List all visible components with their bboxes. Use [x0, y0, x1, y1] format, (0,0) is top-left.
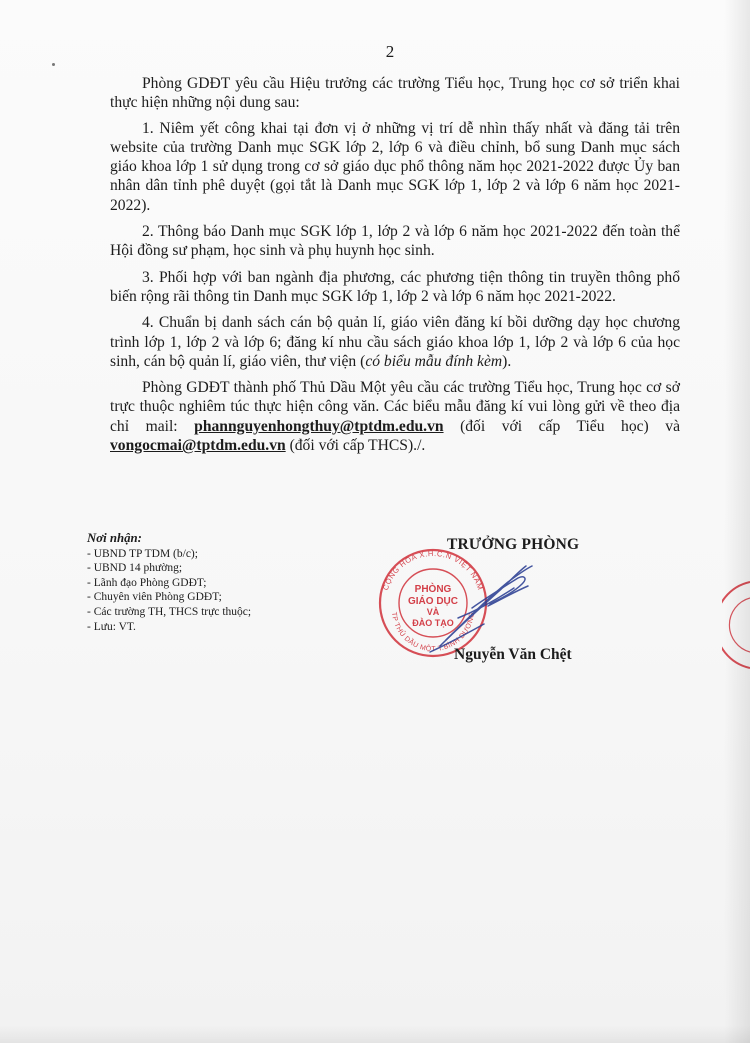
item-1: 1. Niêm yết công khai tại đơn vị ở những vị trí dễ nhìn thấy nhất và đăng tải trên website của trường Danh mục SGK lớp 2, lớp 6 và điều chỉnh, bổ sung Danh mục sách giáo khoa lớp 1 sử dụng trong cơ sở giáo dục phổ thông năm học 2021-2022 được Ủy ban nhân dân tỉnh phê duyệt (gọi tắt là Danh mục SGK lớp 1, lớp 2 và lớp 6 năm học 2021-2022).: [110, 119, 680, 214]
recipient-item: - Các trường TH, THCS trực thuộc;: [87, 605, 252, 618]
item-4-end: ).: [502, 352, 512, 370]
item-4-italic: có biểu mẫu đính kèm: [365, 352, 503, 370]
stamp-ring-text: CỘNG HÒA X.H.C.N VIỆT NAM: [380, 548, 486, 592]
stamp-center-line: GIÁO DỤC: [408, 596, 458, 607]
email-link-primary[interactable]: phannguyenhongthuy@tptdm.edu.vn: [194, 417, 444, 435]
stamp-center-line: PHÒNG: [414, 584, 452, 595]
item-2: 2. Thông báo Danh mục SGK lớp 1, lớp 2 và lớp 6 năm học 2021-2022 đến toàn thể Hội đồng sư phạm, học sinh và phụ huynh học sinh.: [110, 223, 680, 260]
recipients-block: [87, 531, 347, 634]
recipient-item: - UBND TP TDM (b/c);: [87, 547, 198, 560]
recipient-item: - Chuyên viên Phòng GDĐT;: [87, 591, 222, 604]
recipient-item: - UBND 14 phường;: [87, 562, 183, 575]
page-edge-shadow: [724, 0, 750, 1043]
closing-part2: (đối với cấp Tiểu học) và: [443, 417, 680, 435]
stamp-bottom-text: TP THỦ DẦU MỘT-T.BÌNH DƯƠNG: [390, 611, 477, 654]
stamp-center-line: ĐÀO TẠO: [412, 618, 454, 628]
page-number: 2: [385, 42, 395, 61]
signer-name: Nguyễn Văn Chệt: [454, 646, 572, 663]
item-3: 3. Phối hợp với ban ngành địa phương, các phương tiện thông tin truyền thông phổ biến rộng rãi thông tin Danh mục SGK lớp 1, lớp 2 và lớp 6 năm học 2021-2022.: [110, 268, 680, 305]
signer-title: TRƯỞNG PHÒNG: [447, 536, 580, 553]
recipient-item: - Lưu: VT.: [87, 620, 136, 633]
stamp-center-line: VÀ: [426, 607, 440, 617]
page-bottom-shadow: [0, 1025, 750, 1043]
scan-speck: [52, 63, 55, 66]
closing-part1: Phòng GDĐT thành phố Thủ Dầu Một yêu cầu các trường Tiểu học, Trung học cơ sở trực thuộc nghiêm túc thực hiện công văn. Các biểu mẫu đăng kí vui lòng gửi về theo địa chỉ mail:: [110, 379, 680, 435]
intro-paragraph: Phòng GDĐT yêu cầu Hiệu trưởng các trường Tiểu học, Trung học cơ sở triển khai thực hiện những nội dung sau:: [110, 75, 680, 112]
email-link-secondary[interactable]: vongocmai@tptdm.edu.vn: [110, 437, 286, 455]
closing-part3: (đối với cấp THCS)./.: [285, 437, 426, 455]
item-4-text: 4. Chuẩn bị danh sách cán bộ quản lí, giáo viên đăng kí bồi dưỡng dạy học chương trình lớp 1, lớp 2 và lớp 6; đăng kí nhu cầu sách giáo khoa lớp 1, lớp 2 và lớp 6 của học sinh, cán bộ quản lí, giáo viên, thư viện (: [110, 314, 680, 370]
recipient-item: - Lãnh đạo Phòng GDĐT;: [87, 576, 207, 589]
official-stamp: [368, 548, 558, 658]
document-body: [110, 74, 680, 462]
recipients-title: Nơi nhận:: [87, 531, 142, 545]
item-4: [110, 313, 680, 371]
closing-paragraph: [110, 378, 680, 455]
